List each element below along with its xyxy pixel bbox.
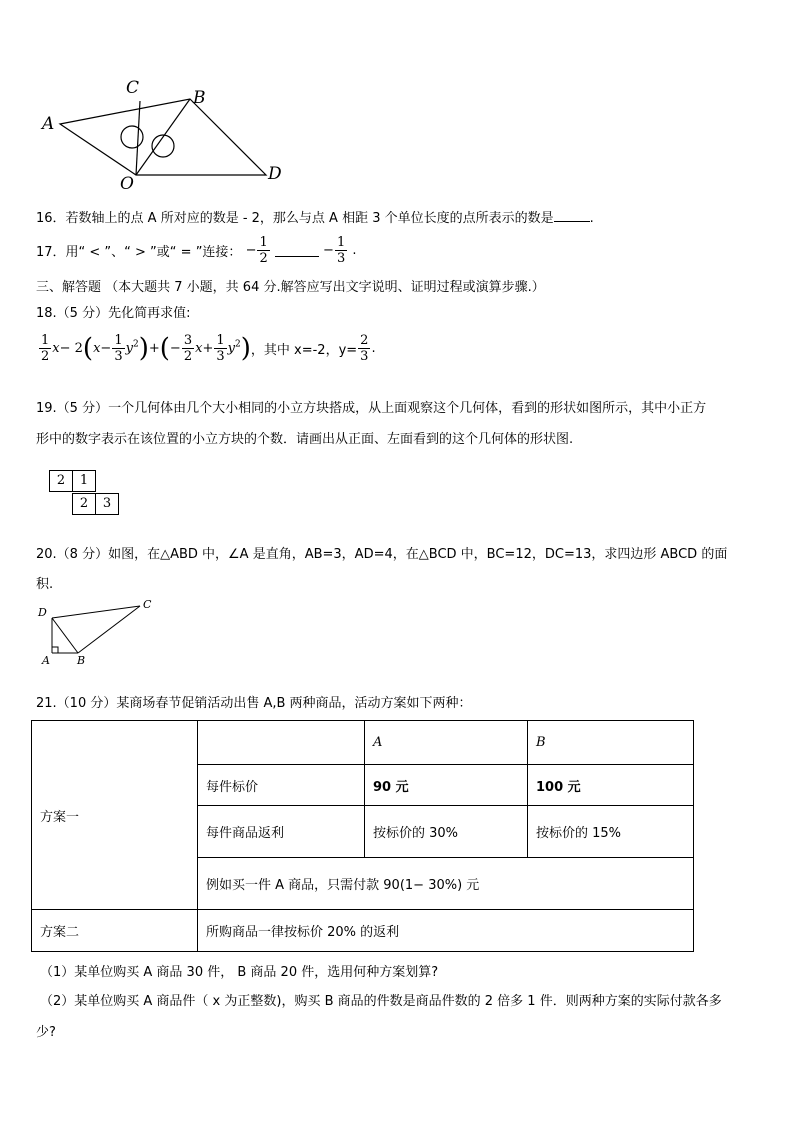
q17-prefix: 17．用“ < ”、“ > ”或“ = ”连接：: [36, 245, 242, 260]
q18-tail: ，其中 x=-2，y=: [250, 343, 358, 358]
q18-minus-3: −: [100, 341, 112, 356]
q18-x3: x: [195, 341, 203, 356]
q20-label-a: A: [42, 654, 50, 667]
q18-title: 18.（5 分）先化简再求值:: [36, 306, 191, 321]
q18-minus-2: − 2: [59, 341, 83, 356]
q17-end: .: [352, 243, 357, 258]
q20-figure: [36, 598, 166, 670]
q18-y3: y: [227, 341, 235, 356]
q20-line-1: 20.（8 分）如图，在△ABD 中，∠A 是直角，AB=3，AD=4，在△BCD 中，BC=12，DC=13，求四边形 ABCD 的面: [36, 547, 728, 562]
label-c: C: [126, 78, 140, 98]
q16-end: .: [589, 211, 594, 226]
quadrilateral-diagram: [36, 74, 296, 194]
q20-label-d: D: [38, 606, 47, 619]
q18-x1: x: [52, 341, 60, 356]
q18-minus-4: −: [169, 341, 181, 356]
price-a: 90 元: [365, 765, 528, 806]
q18-f4n: 1: [216, 333, 225, 348]
q17-den-1: 2: [259, 251, 268, 266]
q19-line-1: 19.（5 分）一个几何体由几个大小相同的小立方块搭成，从上面观察这个几何体，看到的形状如图所示，其中小正方: [36, 401, 707, 416]
table-header-empty: [198, 721, 365, 765]
q17-blank: [275, 244, 319, 257]
row-rebate-label: 每件商品返利: [198, 806, 365, 858]
q16-text: 16．若数轴上的点 A 所对应的数是 - 2，那么与点 A 相距 3 个单位长度的点所表示的数是: [36, 211, 554, 226]
q19-line-2: 形中的数字表示在该位置的小立方块的个数．请画出从正面、左面看到的这个几何体的形状图.: [36, 432, 574, 447]
plan1-label: 方案一: [32, 721, 198, 910]
q18-paren-close-2: ): [240, 333, 251, 364]
plan2-text: 所购商品一律按标价 20% 的返利: [198, 910, 694, 952]
col-a-header: A: [365, 721, 528, 765]
row-price-label: 每件标价: [198, 765, 365, 806]
question-17: [36, 236, 357, 265]
q18-f4d: 3: [216, 349, 225, 364]
q20-label-b: B: [77, 654, 86, 667]
q18-paren-close-1: ): [138, 333, 149, 364]
grid-cell-2: 1: [72, 470, 96, 492]
q18-sup-a: 2: [132, 339, 139, 350]
label-b: B: [193, 88, 206, 108]
price-b: 100 元: [528, 765, 694, 806]
label-o: O: [120, 174, 134, 194]
q17-fraction-2: [335, 236, 347, 265]
q17-den-2: 3: [336, 251, 346, 266]
q18-f1d: 2: [41, 349, 50, 364]
q18-expression: [38, 334, 376, 363]
grid-cell-4: 3: [95, 493, 119, 515]
q18-plus-5: +: [202, 341, 214, 356]
q20-line-2: 积.: [36, 577, 54, 592]
q18-frac-2: [112, 334, 124, 363]
question-16: [36, 207, 594, 226]
q16-blank: [554, 209, 590, 222]
q18-frac-1: [39, 334, 51, 363]
q18-paren-open-1: (: [82, 333, 94, 364]
q18-f5n: 2: [360, 333, 369, 348]
q20-label-c: C: [143, 598, 152, 611]
q18-f1n: 1: [41, 333, 50, 348]
q18-frac-5: [358, 334, 370, 363]
q21-sub-2-line-1: （2）某单位购买 A 商品件（ x 为正整数)，购买 B 商品的件数是商品件数的 2 倍多 1 件．则两种方案的实际付款各多: [40, 994, 722, 1009]
q17-minus-2: −: [323, 243, 334, 258]
q18-f2d: 3: [114, 349, 123, 364]
q18-x2: x: [93, 341, 101, 356]
label-a: A: [42, 114, 55, 134]
q21-sub-1: （1）某单位购买 A 商品 30 件， B 商品 20 件，选用何种方案划算?: [40, 965, 439, 980]
q18-sup-b: 2: [235, 339, 241, 350]
q18-plus: +: [148, 341, 160, 356]
rebate-b: 按标价的 15%: [528, 806, 694, 858]
q21-plan-table: [31, 720, 694, 952]
q18-y2: y: [125, 341, 133, 356]
q18-frac-3: [182, 334, 194, 363]
q17-fraction-1: [257, 236, 269, 265]
q17-num-2: 1: [336, 235, 346, 250]
q18-paren-open-2: (: [159, 333, 170, 364]
top-figure: [36, 74, 296, 194]
q18-f2n: 1: [114, 333, 123, 348]
q18-f3d: 2: [183, 349, 193, 364]
q18-frac-4: [214, 334, 226, 363]
col-b-header: B: [528, 721, 694, 765]
q18-f5d: 3: [360, 349, 369, 364]
plan2-label: 方案二: [32, 910, 198, 952]
plan1-example: 例如买一件 A 商品，只需付款 90(1− 30%) 元: [198, 858, 694, 910]
q18-f3n: 3: [183, 333, 193, 348]
label-d: D: [268, 164, 282, 184]
q18-end: .: [371, 341, 376, 356]
grid-cell-3: 2: [72, 493, 96, 515]
section-3-heading: 三、解答题 （本大题共 7 小题，共 64 分.解答应写出文字说明、证明过程或演算步骤.）: [36, 280, 545, 295]
q17-num-1: 1: [259, 235, 268, 250]
q21-sub-2-line-2: 少?: [36, 1025, 56, 1040]
q21-intro: 21.（10 分）某商场春节促销活动出售 A,B 两种商品，活动方案如下两种：: [36, 696, 472, 711]
grid-cell-1: 2: [49, 470, 73, 492]
rebate-a: 按标价的 30%: [365, 806, 528, 858]
q17-minus-1: −: [245, 243, 257, 258]
